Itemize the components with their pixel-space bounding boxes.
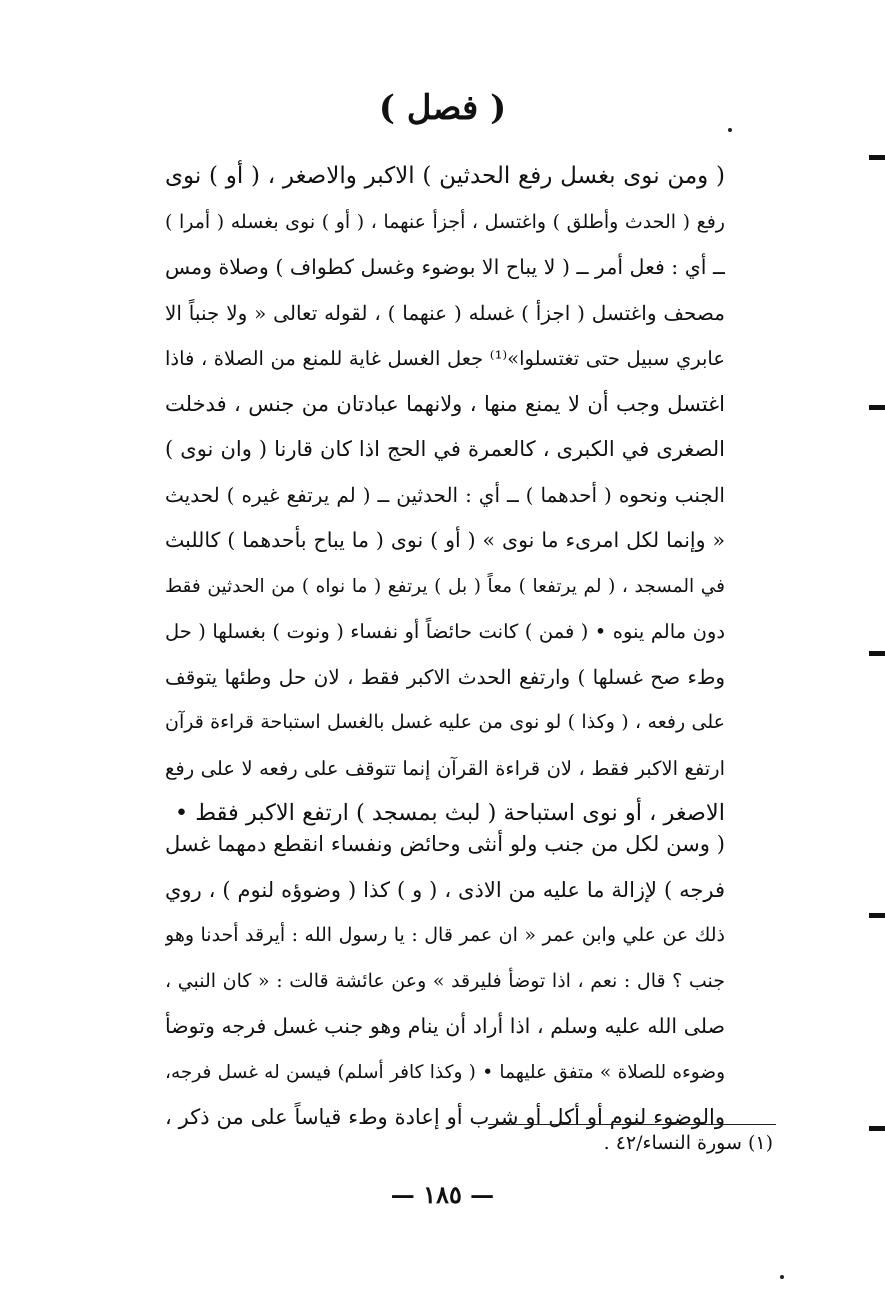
footnote: (١) سورة النساء/٤٢ .: [603, 1132, 773, 1154]
text-line: الصغرى في الكبرى ، كالعمرة في الحج اذا كان قارنا ( وان نوى ): [165, 437, 725, 461]
text-line: والوضوء لنوم أو أكل أو شرب أو إعادة وطء قياساً على من ذكر ،: [165, 1105, 725, 1129]
text-line: فرجه ) لإزالة ما عليه من الاذى ، ( و ) كذا ( وضوؤه لنوم ) ، روي: [165, 877, 725, 902]
scan-edge-mark: [869, 155, 885, 160]
text-line: ( ومن نوى بغسل رفع الحدثين ) الاكبر والاصغر ، ( أو ) نوى: [165, 163, 725, 189]
text-line: ارتفع الاكبر فقط ، لان قراءة القرآن إنما تتوقف على رفعه لا على رفع: [165, 756, 725, 780]
text-line: ( وسن لكل من جنب ولو أنثى وحائض ونفساء انقطع دمهما غسل: [165, 832, 725, 856]
text-line: في المسجد ، ( لم يرتفعا ) معاً ( بل ) يرتفع ( ما نواه ) من الحدثين فقط: [165, 575, 725, 597]
scan-edge-mark: [869, 1126, 885, 1131]
scan-speck: [780, 1275, 784, 1279]
section-heading: ( فصل ): [378, 88, 507, 128]
text-line: عابري سبيل حتى تغتسلوا»⁽¹⁾ جعل الغسل غاية للمنع من الصلاة ، فاذا: [165, 347, 725, 370]
text-line: وطء صح غسلها ) وارتفع الحدث الاكبر فقط ، لان حل وطئها يتوقف: [165, 664, 725, 689]
text-line: على رفعه ، ( وكذا ) لو نوى من عليه غسل بالغسل استباحة قراءة قرآن: [165, 711, 725, 733]
text-line: اغتسل وجب أن لا يمنع منها ، ولانهما عبادتان من جنس ، فدخلت: [165, 391, 725, 416]
paragraph-1: [165, 154, 725, 837]
text-line: الاصغر ، أو نوى استباحة ( لبث بمسجد ) ارتفع الاكبر فقط •: [174, 800, 725, 826]
footnote-divider: [488, 1124, 776, 1125]
scan-edge-mark: [869, 651, 885, 656]
paragraph-2: [165, 822, 725, 1141]
text-line: ــ أي : فعل أمر ــ ( لا يباح الا بوضوء وغسل كطواف ) وصلاة ومس: [165, 255, 725, 279]
text-line: دون مالم ينوه • ( فمن ) كانت حائضاً أو نفساء ( ونوت ) بغسلها ( حل: [165, 620, 725, 643]
text-line: رفع ( الحدث وأطلق ) واغتسل ، أجزأ عنهما ، ( أو ) نوى بغسله ( أمرا ): [165, 210, 725, 233]
text-line: جنب ؟ قال : نعم ، اذا توضأ فليرقد » وعن عائشة قالت : « كان النبي ،: [165, 969, 725, 992]
text-line: مصحف واغتسل ( اجزأ ) غسله ( عنهما ) ، لقوله تعالى « ولا جنباً الا: [165, 300, 725, 325]
text-line: وضوءه للصلاة » متفق عليهما • ( وكذا كافر أسلم) فيسن له غسل فرجه،: [165, 1061, 725, 1083]
scan-edge-mark: [869, 913, 885, 918]
text-line: الجنب ونحوه ( أحدهما ) ــ أي : الحدثين ــ ( لم يرتفع غيره ) لحديث: [165, 482, 725, 507]
text-line: ذلك عن علي وابن عمر « ان عمر قال : يا رسول الله : أيرقد أحدنا وهو: [165, 924, 725, 946]
text-line: « وإنما لكل امرىء ما نوى » ( أو ) نوى ( ما يباح بأحدهما ) كاللبث: [165, 528, 725, 552]
page-number: — ١٨٥ —: [390, 1180, 495, 1209]
scan-edge-mark: [869, 405, 885, 410]
text-line: صلى الله عليه وسلم ، اذا أراد أن ينام وهو جنب غسل فرجه وتوضأ: [165, 1014, 725, 1038]
scan-speck: [728, 128, 732, 132]
